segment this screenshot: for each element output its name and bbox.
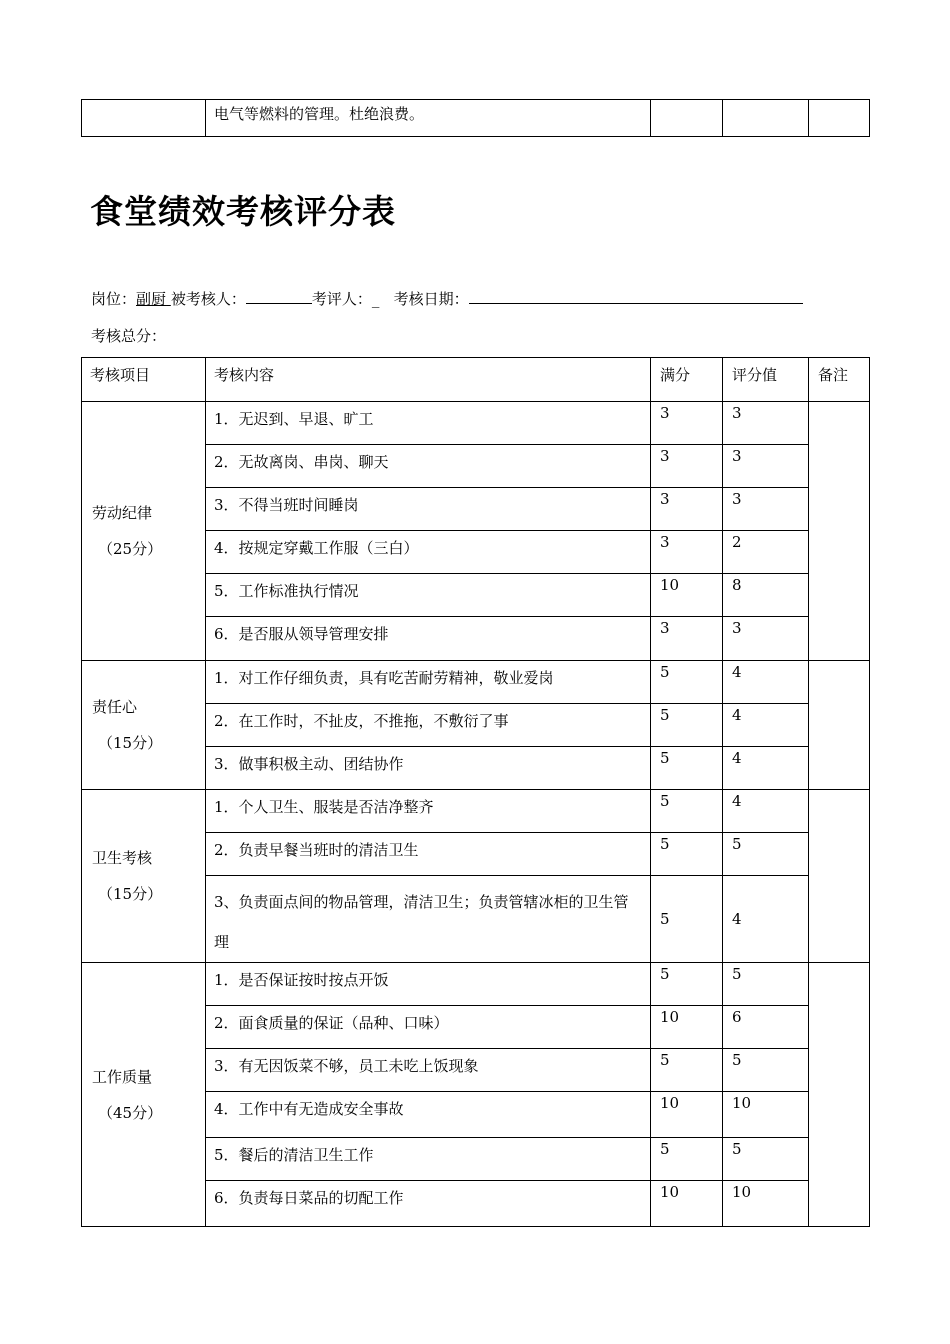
item-full-score: 5 [651,661,723,704]
table-row [82,661,870,704]
date-label: 考核日期： [393,290,469,308]
table-row [82,963,870,1006]
info-line [91,288,803,309]
item-score: 3 [723,445,809,488]
item-score: 5 [723,1138,809,1181]
item-full-score: 10 [651,1181,723,1227]
item-full-score: 5 [651,833,723,876]
item-full-score: 5 [651,1049,723,1092]
category-score: （15分） [98,734,163,752]
header-remark: 备注 [809,358,870,402]
score-cell [723,100,809,137]
assessor-label: 考评人：_ [311,290,380,308]
item-content: 3．做事积极主动、团结协作 [206,747,651,790]
item-content: 1．对工作仔细负责，具有吃苦耐劳精神，敬业爱岗 [206,661,651,704]
item-content: 4．工作中有无造成安全事故 [206,1092,651,1138]
header-category: 考核项目 [82,358,206,402]
header-full-score: 满分 [651,358,723,402]
table-row [82,790,870,833]
item-full-score: 3 [651,488,723,531]
item-content: 2．负责早餐当班时的清洁卫生 [206,833,651,876]
item-score: 4 [723,790,809,833]
item-score: 2 [723,531,809,574]
remark-cell [809,790,870,963]
item-score: 3 [723,402,809,445]
header-row [82,358,870,402]
category-cell [82,100,206,137]
item-score: 10 [723,1181,809,1227]
item-score: 4 [723,747,809,790]
category-cell [82,790,206,963]
item-content: 2．在工作时，不扯皮，不推拖，不敷衍了事 [206,704,651,747]
item-content: 3．有无因饭菜不够，员工未吃上饭现象 [206,1049,651,1092]
item-full-score: 5 [651,876,723,963]
item-score: 3 [723,488,809,531]
item-content: 3．不得当班时间睡岗 [206,488,651,531]
remark-cell [809,661,870,790]
item-score: 10 [723,1092,809,1138]
item-full-score: 3 [651,402,723,445]
item-score: 4 [723,876,809,963]
item-score: 5 [723,963,809,1006]
assessment-table [81,357,870,1227]
item-full-score: 10 [651,574,723,617]
category-name: 工作质量 [92,1067,153,1086]
item-score: 5 [723,833,809,876]
item-full-score: 10 [651,1092,723,1138]
total-score-label: 考核总分： [91,327,167,345]
item-full-score: 5 [651,747,723,790]
item-full-score: 3 [651,531,723,574]
header-score: 评分值 [723,358,809,402]
item-score: 4 [723,661,809,704]
item-score: 6 [723,1006,809,1049]
position-label: 岗位： [91,290,137,308]
category-name: 责任心 [92,698,138,716]
item-score: 5 [723,1049,809,1092]
category-name: 卫生考核 [92,849,153,867]
item-content: 5．餐后的清洁卫生工作 [206,1138,651,1181]
item-full-score: 3 [651,445,723,488]
item-content: 5．工作标准执行情况 [206,574,651,617]
item-content: 3、负责面点间的物品管理，清洁卫生；负责管辖冰柜的卫生管理 [206,876,651,963]
item-content: 6．负责每日菜品的切配工作 [206,1181,651,1227]
item-full-score: 5 [651,790,723,833]
item-content: 1．是否保证按时按点开饭 [206,963,651,1006]
item-content: 1．个人卫生、服装是否洁净整齐 [206,790,651,833]
category-score: （15分） [98,885,163,903]
item-content: 2．面食质量的保证（品种、口味） [206,1006,651,1049]
item-full-score: 5 [651,1138,723,1181]
full-score-cell [651,100,723,137]
position-value: 副厨 [136,290,167,308]
page-title: 食堂绩效考核评分表 [90,192,396,231]
date-blank [469,288,803,304]
category-name: 劳动纪律 [92,504,153,522]
header-content: 考核内容 [206,358,651,402]
assessee-label: 被考核人： [170,290,246,308]
remark-cell [809,100,870,137]
category-cell [82,402,206,661]
item-full-score: 5 [651,704,723,747]
item-full-score: 5 [651,963,723,1006]
item-full-score: 3 [651,617,723,661]
category-score: （25分） [98,540,163,558]
item-score: 3 [723,617,809,661]
category-cell [82,661,206,790]
item-content: 2．无故离岗、串岗、聊天 [206,445,651,488]
table-row [82,100,870,137]
category-score: （45分） [98,1103,163,1122]
item-content: 4．按规定穿戴工作服（三白） [206,531,651,574]
table-row [82,402,870,445]
remark-cell [809,402,870,661]
item-full-score: 10 [651,1006,723,1049]
assessee-blank [246,288,312,304]
content-cell: 电气等燃料的管理。杜绝浪费。 [206,100,651,137]
item-score: 8 [723,574,809,617]
item-content: 1．无迟到、早退、旷工 [206,402,651,445]
item-score: 4 [723,704,809,747]
remark-cell [809,963,870,1227]
continuation-table [81,99,870,137]
item-content: 6．是否服从领导管理安排 [206,617,651,661]
category-cell [82,963,206,1227]
